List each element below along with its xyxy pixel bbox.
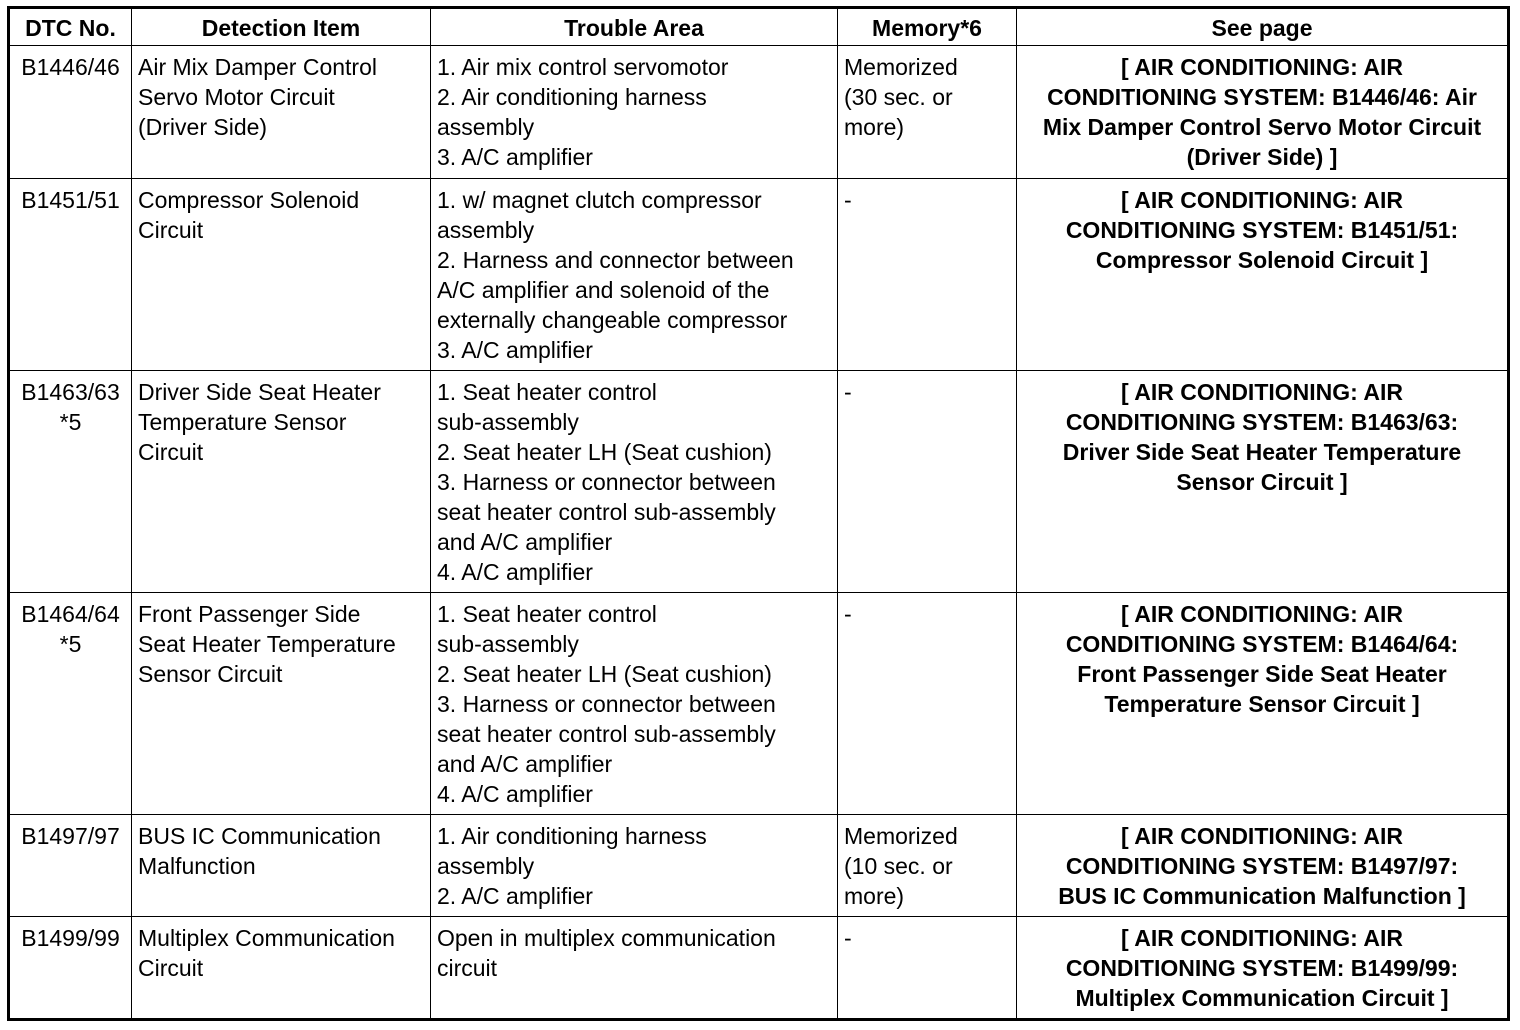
see-page-cell	[1017, 179, 1509, 371]
trouble-area-line: assembly	[437, 217, 535, 243]
trouble-area-line: 2. Air conditioning harness	[437, 84, 707, 110]
trouble-area-line: and A/C amplifier	[437, 529, 613, 555]
see-page-cell	[1017, 46, 1509, 179]
detection-item-cell	[132, 917, 431, 1020]
memory-cell	[838, 593, 1017, 815]
detection-item-line: Seat Heater Temperature	[138, 631, 396, 657]
detection-item-cell	[132, 371, 431, 593]
memory-cell	[838, 46, 1017, 179]
dtc-code: B1497/97	[21, 823, 120, 849]
see-page-line: Multiplex Communication Circuit ]	[1075, 985, 1449, 1011]
trouble-area-line: 3. A/C amplifier	[437, 144, 593, 170]
dtc-code-cell	[9, 46, 132, 179]
detection-item-line: Malfunction	[138, 853, 256, 879]
memory-line: more)	[844, 883, 905, 909]
detection-item-line: Sensor Circuit	[138, 661, 283, 687]
trouble-area-line: 2. Seat heater LH (Seat cushion)	[437, 439, 772, 465]
memory-line: -	[844, 187, 852, 213]
trouble-area-line: sub-assembly	[437, 409, 579, 435]
dtc-code: B1463/63	[21, 379, 120, 405]
detection-item-line: Circuit	[138, 217, 204, 243]
memory-line: -	[844, 601, 852, 627]
see-page-line: Temperature Sensor Circuit ]	[1104, 691, 1420, 717]
see-page-cell	[1017, 371, 1509, 593]
detection-item-cell	[132, 815, 431, 917]
trouble-area-line: 1. Seat heater control	[437, 601, 657, 627]
trouble-area-line: assembly	[437, 853, 535, 879]
trouble-area-line: 1. Air conditioning harness	[437, 823, 707, 849]
trouble-area-cell	[431, 371, 838, 593]
see-page-line: CONDITIONING SYSTEM: B1497/97:	[1065, 853, 1459, 879]
detection-item-line: BUS IC Communication	[138, 823, 381, 849]
see-page-cell	[1017, 593, 1509, 815]
see-page-line: [ AIR CONDITIONING: AIR	[1121, 925, 1403, 951]
see-page-line: (Driver Side) ]	[1186, 144, 1338, 170]
table-row	[9, 917, 1509, 1020]
dtc-code-cell	[9, 917, 132, 1020]
trouble-area-line: circuit	[437, 955, 498, 981]
dtc-code-cell	[9, 179, 132, 371]
dtc-code-cell	[9, 593, 132, 815]
trouble-area-line: assembly	[437, 114, 535, 140]
trouble-area-line: A/C amplifier and solenoid of the	[437, 277, 770, 303]
see-page-line: BUS IC Communication Malfunction ]	[1058, 883, 1466, 909]
see-page-line: [ AIR CONDITIONING: AIR	[1121, 601, 1403, 627]
header-see-page: See page	[1017, 8, 1509, 46]
detection-item-line: Circuit	[138, 439, 204, 465]
trouble-area-line: seat heater control sub-assembly	[437, 721, 776, 747]
trouble-area-cell	[431, 179, 838, 371]
see-page-line: [ AIR CONDITIONING: AIR	[1121, 379, 1403, 405]
table-row	[9, 815, 1509, 917]
memory-line: -	[844, 925, 852, 951]
see-page-line: CONDITIONING SYSTEM: B1499/99:	[1065, 955, 1459, 981]
memory-cell	[838, 917, 1017, 1020]
table-header-row	[9, 8, 1509, 46]
see-page-cell	[1017, 917, 1509, 1020]
trouble-area-line: 4. A/C amplifier	[437, 559, 593, 585]
memory-cell	[838, 815, 1017, 917]
trouble-area-line: 3. A/C amplifier	[437, 337, 593, 363]
trouble-area-cell	[431, 917, 838, 1020]
memory-line: more)	[844, 114, 905, 140]
table-row	[9, 593, 1509, 815]
see-page-line: [ AIR CONDITIONING: AIR	[1121, 823, 1403, 849]
dtc-code: B1499/99	[21, 925, 120, 951]
see-page-line: Sensor Circuit ]	[1176, 469, 1348, 495]
memory-cell	[838, 371, 1017, 593]
see-page-line: Compressor Solenoid Circuit ]	[1095, 247, 1429, 273]
dtc-table	[7, 6, 1510, 1021]
memory-cell	[838, 179, 1017, 371]
trouble-area-cell	[431, 46, 838, 179]
trouble-area-line: 2. Seat heater LH (Seat cushion)	[437, 661, 772, 687]
memory-line: (30 sec. or	[844, 84, 953, 110]
header-detection-item: Detection Item	[132, 8, 431, 46]
header-trouble-area: Trouble Area	[431, 8, 838, 46]
trouble-area-line: 1. w/ magnet clutch compressor	[437, 187, 762, 213]
trouble-area-line: sub-assembly	[437, 631, 579, 657]
see-page-line: CONDITIONING SYSTEM: B1451/51:	[1065, 217, 1459, 243]
trouble-area-line: 1. Seat heater control	[437, 379, 657, 405]
trouble-area-line: 1. Air mix control servomotor	[437, 54, 729, 80]
detection-item-line: Driver Side Seat Heater	[138, 379, 381, 405]
detection-item-line: Compressor Solenoid	[138, 187, 360, 213]
table-row	[9, 179, 1509, 371]
memory-line: Memorized	[844, 54, 958, 80]
detection-item-line: Servo Motor Circuit	[138, 84, 335, 110]
see-page-line: Driver Side Seat Heater Temperature	[1062, 439, 1462, 465]
dtc-code: B1446/46	[21, 54, 120, 80]
detection-item-line: Multiplex Communication	[138, 925, 395, 951]
detection-item-cell	[132, 179, 431, 371]
header-memory: Memory*6	[838, 8, 1017, 46]
trouble-area-line: 4. A/C amplifier	[437, 781, 593, 807]
dtc-code: B1464/64	[21, 601, 120, 627]
trouble-area-line: 2. A/C amplifier	[437, 883, 593, 909]
detection-item-line: (Driver Side)	[138, 114, 268, 140]
dtc-code-cell	[9, 371, 132, 593]
dtc-code-cell	[9, 815, 132, 917]
trouble-area-cell	[431, 593, 838, 815]
trouble-area-line: 3. Harness or connector between	[437, 469, 776, 495]
trouble-area-line: 2. Harness and connector between	[437, 247, 794, 273]
table-row	[9, 46, 1509, 179]
trouble-area-line: and A/C amplifier	[437, 751, 613, 777]
detection-item-line: Air Mix Damper Control	[138, 54, 377, 80]
see-page-line: Front Passenger Side Seat Heater	[1077, 661, 1447, 687]
table-row	[9, 371, 1509, 593]
trouble-area-line: Open in multiplex communication	[437, 925, 776, 951]
memory-line: Memorized	[844, 823, 958, 849]
trouble-area-cell	[431, 815, 838, 917]
dtc-code: B1451/51	[21, 187, 120, 213]
trouble-area-line: 3. Harness or connector between	[437, 691, 776, 717]
detection-item-line: Circuit	[138, 955, 204, 981]
detection-item-line: Front Passenger Side	[138, 601, 361, 627]
detection-item-cell	[132, 46, 431, 179]
see-page-cell	[1017, 815, 1509, 917]
trouble-area-line: externally changeable compressor	[437, 307, 788, 333]
see-page-line: CONDITIONING SYSTEM: B1463/63:	[1065, 409, 1459, 435]
see-page-line: [ AIR CONDITIONING: AIR	[1121, 187, 1403, 213]
memory-line: -	[844, 379, 852, 405]
see-page-line: CONDITIONING SYSTEM: B1464/64:	[1065, 631, 1459, 657]
dtc-footnote: *5	[59, 409, 82, 435]
detection-item-line: Temperature Sensor	[138, 409, 347, 435]
detection-item-cell	[132, 593, 431, 815]
trouble-area-line: seat heater control sub-assembly	[437, 499, 776, 525]
table-body	[9, 46, 1509, 1020]
see-page-line: [ AIR CONDITIONING: AIR	[1121, 54, 1403, 80]
see-page-line: CONDITIONING SYSTEM: B1446/46: Air	[1047, 84, 1477, 110]
see-page-line: Mix Damper Control Servo Motor Circuit	[1042, 114, 1482, 140]
header-dtc-no: DTC No.	[9, 8, 132, 46]
dtc-footnote: *5	[59, 631, 82, 657]
memory-line: (10 sec. or	[844, 853, 953, 879]
